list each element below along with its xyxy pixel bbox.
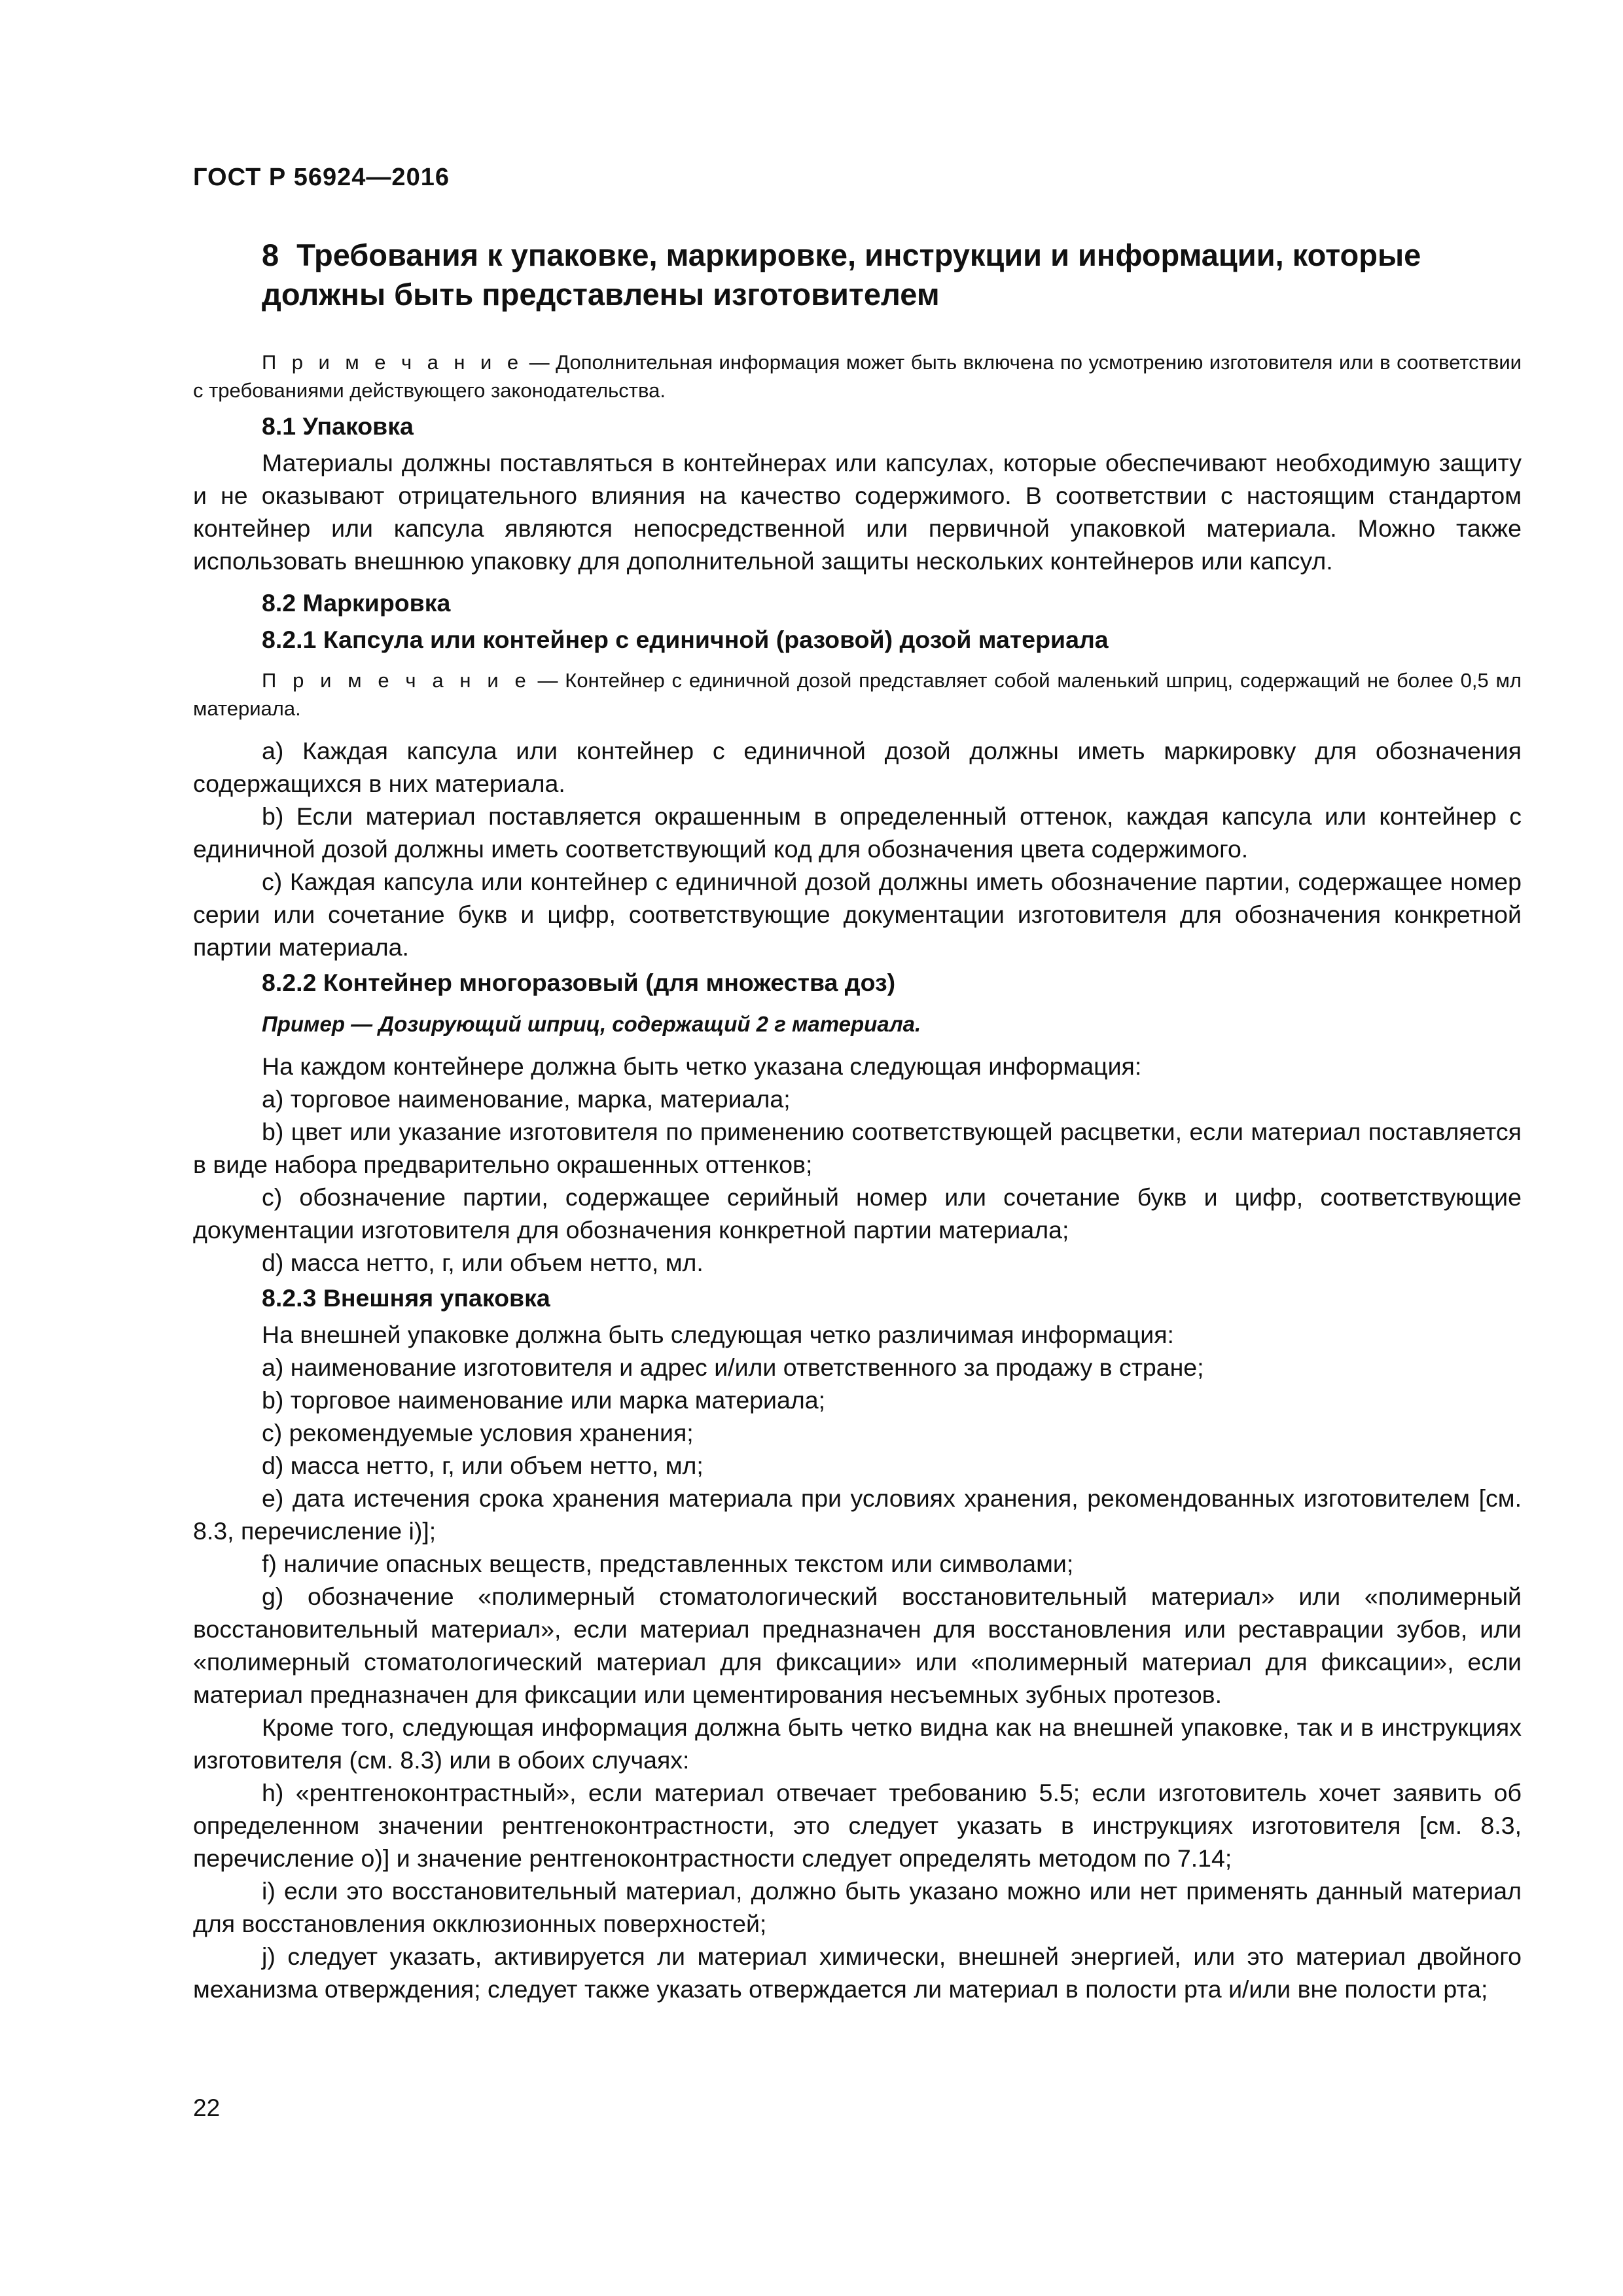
list-item: а) торговое наименование, марка, материала; xyxy=(262,1085,791,1113)
section-title xyxy=(193,236,1522,314)
note-label: П р и м е ч а н и е xyxy=(262,669,531,692)
list-item: а) Каждая капсула или контейнер с единичной дозой должны иметь маркировку для обозначения содержащихся в них материала. xyxy=(193,737,1522,797)
heading-8-2: 8.2 Маркировка xyxy=(262,589,451,617)
list-item: f) наличие опасных веществ, представленных текстом или символами; xyxy=(262,1550,1074,1577)
heading-8-1: 8.1 Упаковка xyxy=(262,412,414,440)
note-label: П р и м е ч а н и е xyxy=(262,351,524,374)
paragraph-intro: На каждом контейнере должна быть четко указана следующая информация: xyxy=(262,1052,1142,1080)
list-item: с) Каждая капсула или контейнер с единичной дозой должны иметь обозначение партии, содержащее номер серии или сочетание букв и цифр, соответствующие документации изготовителя для обозначения конкретной партии материала. xyxy=(193,868,1522,961)
list-item: е) дата истечения срока хранения материала при условиях хранения, рекомендованных изготовителем [см. 8.3, перечисление i)]; xyxy=(193,1484,1522,1545)
paragraph-also: Кроме того, следующая информация должна быть четко видна как на внешней упаковке, так и в инструкциях изготовителя (см. 8.3) или в обоих случаях: xyxy=(193,1713,1522,1774)
list-item: h) «рентгеноконтрастный», если материал отвечает требованию 5.5; если изготовитель хочет заявить об определенном значении рентгеноконтрастности, это следует указать в инструкциях изготовителя [см. 8.3, перечисление о)] и значение рентгеноконтрастности следует определять методом по 7.14; xyxy=(193,1779,1522,1872)
list-item: b) Если материал поставляется окрашенным в определенный оттенок, каждая капсула или контейнер с единичной дозой должны иметь соответствующий код для обозначения цвета содержимого. xyxy=(193,802,1522,863)
list-item: а) наименование изготовителя и адрес и/или ответственного за продажу в стране; xyxy=(262,1354,1204,1381)
list-item: с) обозначение партии, содержащее серийный номер или сочетание букв и цифр, соответствующие документации изготовителя для обозначения конкретной партии материала; xyxy=(193,1183,1522,1244)
list-item: d) масса нетто, г, или объем нетто, мл. xyxy=(262,1249,704,1276)
note-text: — Дополнительная информация может быть включена по усмотрению изготовителя или в соответствии с требованиями действующего законодательства. xyxy=(193,351,1522,402)
page-number: 22 xyxy=(193,2094,221,2121)
section-title-text: Требования к упаковке, маркировке, инструкции и информации, которые должны быть представлены изготовителем xyxy=(262,238,1421,312)
note-paragraph xyxy=(193,348,1522,404)
section-number: 8 xyxy=(262,238,279,272)
list-item: i) если это восстановительный материал, должно быть указано можно или нет применять данный материал для восстановления окклюзионных поверхностей; xyxy=(193,1877,1522,1937)
note-text: — Контейнер с единичной дозой представляет собой маленький шприц, содержащий не более 0,5 мл материала. xyxy=(193,669,1522,720)
heading-8-2-3: 8.2.3 Внешняя упаковка xyxy=(262,1284,550,1312)
list-item: b) торговое наименование или марка материала; xyxy=(262,1386,825,1414)
example-text: Пример — Дозирующий шприц, содержащий 2 г материала. xyxy=(262,1012,921,1036)
note-paragraph xyxy=(193,666,1522,723)
list-item: с) рекомендуемые условия хранения; xyxy=(262,1419,694,1446)
paragraph-intro: На внешней упаковке должна быть следующая четко различимая информация: xyxy=(262,1321,1174,1348)
list-item: d) масса нетто, г, или объем нетто, мл; xyxy=(262,1452,704,1479)
heading-8-2-1: 8.2.1 Капсула или контейнер с единичной (разовой) дозой материала xyxy=(262,626,1109,653)
list-item: j) следует указать, активируется ли материал химически, внешней энергией, или это материал двойного механизма отверждения; следует также указать отверждается ли материал в полости рта и/или вне полости рта; xyxy=(193,1943,1522,2003)
page-content xyxy=(193,236,1522,2005)
paragraph-8-1: Материалы должны поставляться в контейнерах или капсулах, которые обеспечивают необходимую защиту и не оказывают отрицательного влияния на качество содержимого. В соответствии с настоящим стандартом контейнер или капсула являются непосредственной или первичной упаковкой материала. Можно также использовать внешнюю упаковку для дополнительной защиты нескольких контейнеров или капсул. xyxy=(193,449,1522,575)
document-id: ГОСТ Р 56924—2016 xyxy=(193,164,450,191)
list-item: b) цвет или указание изготовителя по применению соответствующей расцветки, если материал поставляется в виде набора предварительно окрашенных оттенков; xyxy=(193,1118,1522,1178)
list-item: g) обозначение «полимерный стоматологический восстановительный материал» или «полимерный восстановительный материал», если материал предназначен для восстановления или реставрации зубов, или «полимерный стоматологический материал для фиксации» или «полимерный материал для фиксации», если материал предназначен для фиксации или цементирования несъемных зубных протезов. xyxy=(193,1583,1522,1708)
heading-8-2-2: 8.2.2 Контейнер многоразовый (для множества доз) xyxy=(262,969,896,996)
